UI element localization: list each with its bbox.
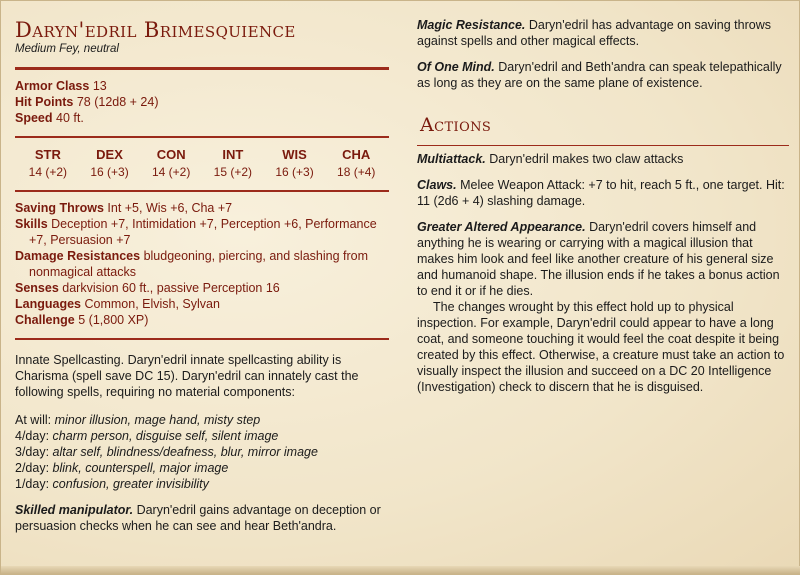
trait-innate-spellcasting: Innate Spellcasting. Daryn'edril innate spellcasting ability is Charisma (spell save DC 15). Daryn'edril can innately cast the following spells, requiring no material components:	[15, 353, 359, 399]
action-multiattack: Multiattack. Daryn'edril makes two claw attacks	[417, 152, 684, 166]
creature-name: Daryn'edril Brimesquience	[15, 18, 296, 42]
saving-throws: Saving Throws Int +5, Wis +6, Cha +7	[15, 201, 233, 215]
right-column	[417, 17, 789, 395]
spell-row: 1/day: confusion, greater invisibility	[15, 477, 209, 491]
action-greater-altered-appearance-cont: The changes wrought by this effect hold up to physical inspection. For example, Daryn'edril could appear to have a long coat, and someone touching it would feel the coat despite it being created by this effect. Otherwise, a creature must take an action to visually inspect the illusion and succeed on a DC 20 Intelligence (Investigation) check to discern that he is disguised.	[417, 300, 785, 394]
trait-magic-resistance: Magic Resistance. Daryn'edril has advantage on saving throws against spells and other magical effects.	[417, 18, 771, 48]
challenge: Challenge 5 (1,800 XP)	[15, 313, 149, 327]
ability-int: INT 15 (+2)	[213, 147, 253, 179]
ability-wis: WIS 16 (+3)	[275, 147, 314, 179]
senses: Senses darkvision 60 ft., passive Perception 16	[15, 281, 280, 295]
spell-row: 3/day: altar self, blindness/deafness, blur, mirror image	[15, 445, 318, 459]
spell-row: 4/day: charm person, disguise self, silent image	[15, 429, 279, 443]
action-greater-altered-appearance: Greater Altered Appearance. Daryn'edril covers himself and anything he is wearing or carrying with a magical illusion that makes him look and feel like another creature of his general size and humanoid shape. The illusion ends if he takes a bonus action to end it or if he dies.	[417, 220, 780, 298]
armor-class: Armor Class 13	[15, 79, 107, 93]
divider	[15, 190, 389, 192]
left-column	[15, 1, 389, 534]
trait-skilled-manipulator: Skilled manipulator. Daryn'edril gains advantage on deception or persuasion checks when he can see and hear Beth'andra.	[15, 503, 381, 533]
creature-meta: Medium Fey, neutral	[15, 43, 119, 55]
ability-scores	[15, 146, 389, 180]
ability-dex: DEX 16 (+3)	[90, 147, 129, 179]
ability-cha: CHA 18 (+4)	[337, 147, 376, 179]
ability-con: CON 14 (+2)	[152, 147, 191, 179]
divider	[15, 338, 389, 340]
action-claws: Claws. Melee Weapon Attack: +7 to hit, reach 5 ft., one target. Hit: 11 (2d6 + 4) slashing damage.	[417, 178, 785, 208]
divider	[15, 136, 389, 138]
languages: Languages Common, Elvish, Sylvan	[15, 297, 220, 311]
trait-of-one-mind: Of One Mind. Daryn'edril and Beth'andra can speak telepathically as long as they are on the same plane of existence.	[417, 60, 782, 90]
damage-resistances: Damage Resistances bludgeoning, piercing, and slashing from nonmagical attacks	[15, 249, 369, 279]
spell-row: At will: minor illusion, mage hand, misty step	[15, 413, 261, 427]
spell-row: 2/day: blink, counterspell, major image	[15, 461, 229, 475]
ability-str: STR 14 (+2)	[28, 147, 68, 179]
page-bottom-edge	[1, 566, 800, 574]
skills: Skills Deception +7, Intimidation +7, Perception +6, Performance +7, Persuasion +7	[15, 217, 377, 247]
speed: Speed 40 ft.	[15, 111, 84, 125]
spell-list	[15, 412, 389, 492]
actions-divider	[417, 145, 789, 146]
hit-points: Hit Points 78 (12d8 + 24)	[15, 95, 159, 109]
divider	[15, 67, 389, 70]
actions-heading: Actions	[420, 114, 492, 136]
